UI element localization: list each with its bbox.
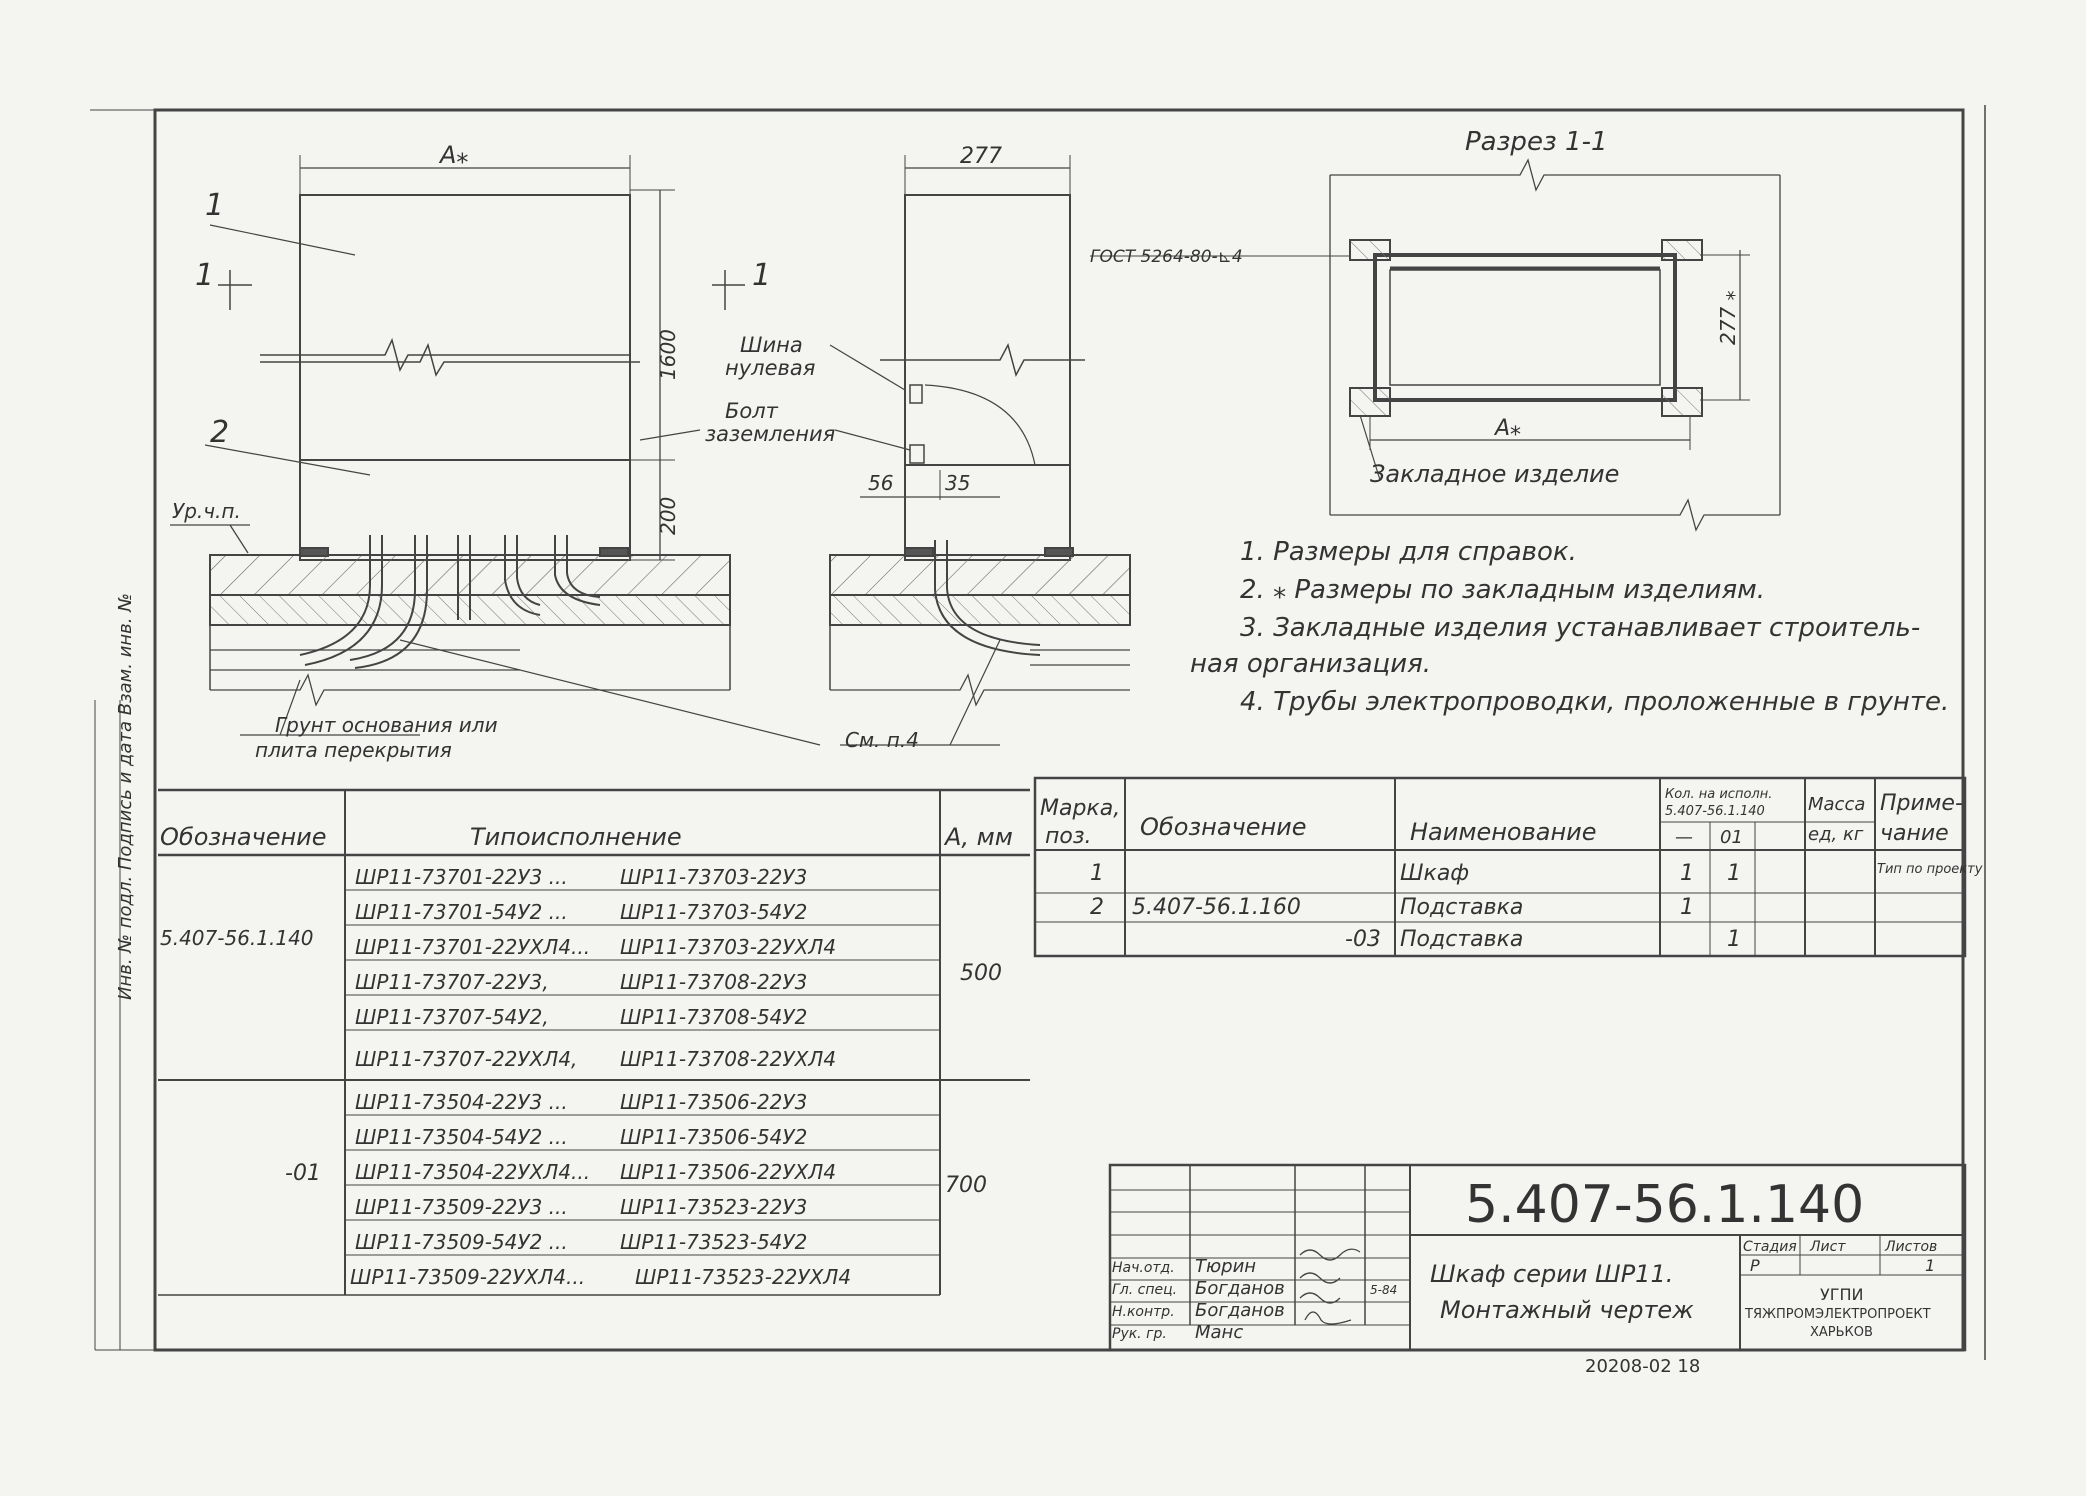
dim-35: 35	[945, 471, 971, 495]
lt-group2-a: 700	[945, 1173, 987, 1198]
lt-header-variant: Типоисполнение	[470, 823, 682, 851]
bolt-label-2: заземления	[705, 422, 836, 446]
st-r2-name: Подставка	[1400, 895, 1524, 920]
lt-header-designation: Обозначение	[160, 823, 327, 851]
tb-signer-1-role: Нач.отд.	[1112, 1260, 1175, 1276]
lt-group2-designation: -01	[285, 1161, 321, 1186]
lt-g1-r2-b: ШР11-73703-54У2	[620, 900, 808, 924]
st-h-note-2: чание	[1880, 821, 1949, 846]
tb-org-2: ТЯЖПРОМЭЛЕКТРОПРОЕКТ	[1745, 1307, 1931, 1322]
position-1-label: 1	[205, 188, 225, 223]
st-r1-q0: 1	[1680, 861, 1694, 886]
lt-g2-r2-a: ШР11-73504-54У2 ...	[355, 1125, 568, 1149]
tb-signer-3-role: Н.контр.	[1112, 1304, 1175, 1320]
lt-group1-a: 500	[960, 961, 1002, 986]
tb-sheets: 1	[1925, 1256, 1936, 1275]
lt-g1-r1-b: ШР11-73703-22У3	[620, 865, 808, 889]
tb-signer-2-date: 5-84	[1370, 1283, 1398, 1297]
st-h-qty-dash: —	[1675, 827, 1693, 848]
st-h-qty-1: Кол. на исполн.	[1665, 787, 1773, 802]
st-h-desig: Обозначение	[1140, 813, 1307, 841]
note-1: 1. Размеры для справок.	[1240, 537, 1577, 567]
tb-org-3: ХАРЬКОВ	[1810, 1325, 1873, 1340]
tb-stage-h: Стадия	[1743, 1239, 1797, 1255]
tb-code: 5.407-56.1.140	[1465, 1175, 1865, 1235]
section-title: Разрез 1-1	[1465, 127, 1608, 157]
lt-g2-r2-b: ШР11-73506-54У2	[620, 1125, 808, 1149]
side-view	[712, 155, 1130, 745]
st-r2-mark: 2	[1090, 895, 1104, 920]
tb-signer-3-name: Богданов	[1195, 1300, 1285, 1321]
lt-g1-r5-b: ШР11-73708-54У2	[620, 1005, 808, 1029]
section-mark-left: 1	[195, 258, 215, 293]
ground-label-2: плита перекрытия	[255, 738, 452, 762]
lt-g2-r6-a: ШР11-73509-22УХЛ4...	[350, 1265, 586, 1289]
st-r1-name: Шкаф	[1400, 861, 1470, 886]
lt-g2-r5-b: ШР11-73523-54У2	[620, 1230, 808, 1254]
tb-signer-2-name: Богданов	[1195, 1278, 1285, 1299]
lt-g1-r4-b: ШР11-73708-22У3	[620, 970, 808, 994]
st-r3-name: Подставка	[1400, 927, 1524, 952]
tb-signer-4-role: Рук. гр.	[1112, 1326, 1167, 1342]
lt-g1-r6-a: ШР11-73707-22УХЛ4,	[355, 1047, 578, 1071]
floor-level-label: Ур.ч.п.	[172, 499, 241, 523]
tb-signer-1-name: Тюрин	[1195, 1256, 1257, 1277]
lt-g2-r4-b: ШР11-73523-22У3	[620, 1195, 808, 1219]
st-h-name: Наименование	[1410, 818, 1597, 846]
st-h-qty-01: 01	[1720, 827, 1743, 848]
st-r3-desig: -03	[1345, 927, 1381, 952]
lt-g2-r6-b: ШР11-73523-22УХЛ4	[635, 1265, 852, 1289]
lt-rows	[350, 865, 851, 1289]
st-h-qty-2: 5.407-56.1.140	[1665, 804, 1765, 819]
margin-stamp-label: Инв. № подл. Подпись и дата Взам. инв. №	[115, 593, 136, 1000]
position-2-label: 2	[210, 415, 230, 450]
lt-g2-r1-a: ШР11-73504-22У3 ...	[355, 1090, 568, 1114]
tb-stage: Р	[1750, 1256, 1760, 1275]
lt-g2-r3-a: ШР11-73504-22УХЛ4...	[355, 1160, 591, 1184]
lt-g1-r5-a: ШР11-73707-54У2,	[355, 1005, 549, 1029]
tb-footer-number: 20208-02 18	[1585, 1356, 1701, 1377]
lt-group1-designation: 5.407-56.1.140	[160, 926, 314, 950]
note-4: 4. Трубы электропроводки, проложенные в грунте.	[1240, 687, 1950, 717]
lt-g2-r1-b: ШР11-73506-22У3	[620, 1090, 808, 1114]
bolt-label-1: Болт	[725, 399, 778, 423]
st-h-note-1: Приме-	[1880, 791, 1963, 816]
dim-277-label: 277	[960, 144, 1002, 169]
st-r3-q1: 1	[1727, 927, 1741, 952]
tb-title-2: Монтажный чертеж	[1440, 1296, 1694, 1324]
gost-label: ГОСТ 5264-80-⊾4	[1090, 247, 1243, 267]
lt-g2-r4-a: ШР11-73509-22У3 ...	[355, 1195, 568, 1219]
tb-signer-2-role: Гл. спец.	[1112, 1282, 1178, 1298]
st-r1-note: Тип по проекту	[1877, 862, 1983, 877]
st-r2-desig: 5.407-56.1.160	[1132, 895, 1301, 920]
left-table-grid	[158, 790, 1030, 1295]
st-h-mass-2: ед, кг	[1808, 824, 1864, 845]
st-r1-mark: 1	[1090, 861, 1104, 886]
note-3-cont: ная организация.	[1190, 649, 1431, 679]
tb-sheets-h: Листов	[1885, 1239, 1938, 1255]
tb-title-1: Шкаф серии ШР11.	[1430, 1260, 1674, 1288]
bus-label-2: нулевая	[725, 356, 816, 380]
dim-1600: 1600	[656, 329, 680, 380]
section-mark-right: 1	[752, 258, 772, 293]
section-dim-277: 277 ⁎	[1716, 290, 1740, 345]
lt-g1-r1-a: ШР11-73701-22У3 ...	[355, 865, 568, 889]
tb-signer-4-name: Манс	[1195, 1322, 1244, 1343]
lt-g1-r6-b: ШР11-73708-22УХЛ4	[620, 1047, 837, 1071]
dim-a-label: А⁎	[440, 141, 469, 169]
st-r2-q0: 1	[1680, 895, 1694, 920]
bus-label-1: Шина	[740, 333, 803, 357]
note-3: 3. Закладные изделия устанавливает строитель-	[1240, 613, 1921, 643]
lt-g2-r5-a: ШР11-73509-54У2 ...	[355, 1230, 568, 1254]
tb-org-1: УГПИ	[1820, 1285, 1864, 1304]
front-elevation	[170, 155, 820, 745]
lt-g1-r3-a: ШР11-73701-22УХЛ4...	[355, 935, 591, 959]
ground-label-1: Грунт основания или	[275, 713, 498, 737]
section-dim-a: А⁎	[1495, 416, 1522, 441]
note-2: 2. ⁎ Размеры по закладным изделиям.	[1240, 575, 1765, 605]
st-h-mark-1: Марка,	[1040, 796, 1121, 821]
embedded-part-label: Закладное изделие	[1370, 460, 1620, 488]
st-h-mark-2: поз.	[1045, 824, 1092, 849]
lt-g1-r3-b: ШР11-73703-22УХЛ4	[620, 935, 837, 959]
dim-200: 200	[656, 496, 680, 535]
st-h-mass-1: Масса	[1808, 794, 1866, 815]
lt-g1-r2-a: ШР11-73701-54У2 ...	[355, 900, 568, 924]
st-r1-q1: 1	[1727, 861, 1741, 886]
tb-sheet-h: Лист	[1810, 1239, 1846, 1255]
lt-g2-r3-b: ШР11-73506-22УХЛ4	[620, 1160, 837, 1184]
lt-header-a: А, мм	[945, 823, 1013, 851]
see-note-4: См. п.4	[845, 728, 919, 752]
drawing-texts	[160, 127, 1983, 1377]
lt-g1-r4-a: ШР11-73707-22У3,	[355, 970, 549, 994]
dim-56: 56	[868, 471, 894, 495]
